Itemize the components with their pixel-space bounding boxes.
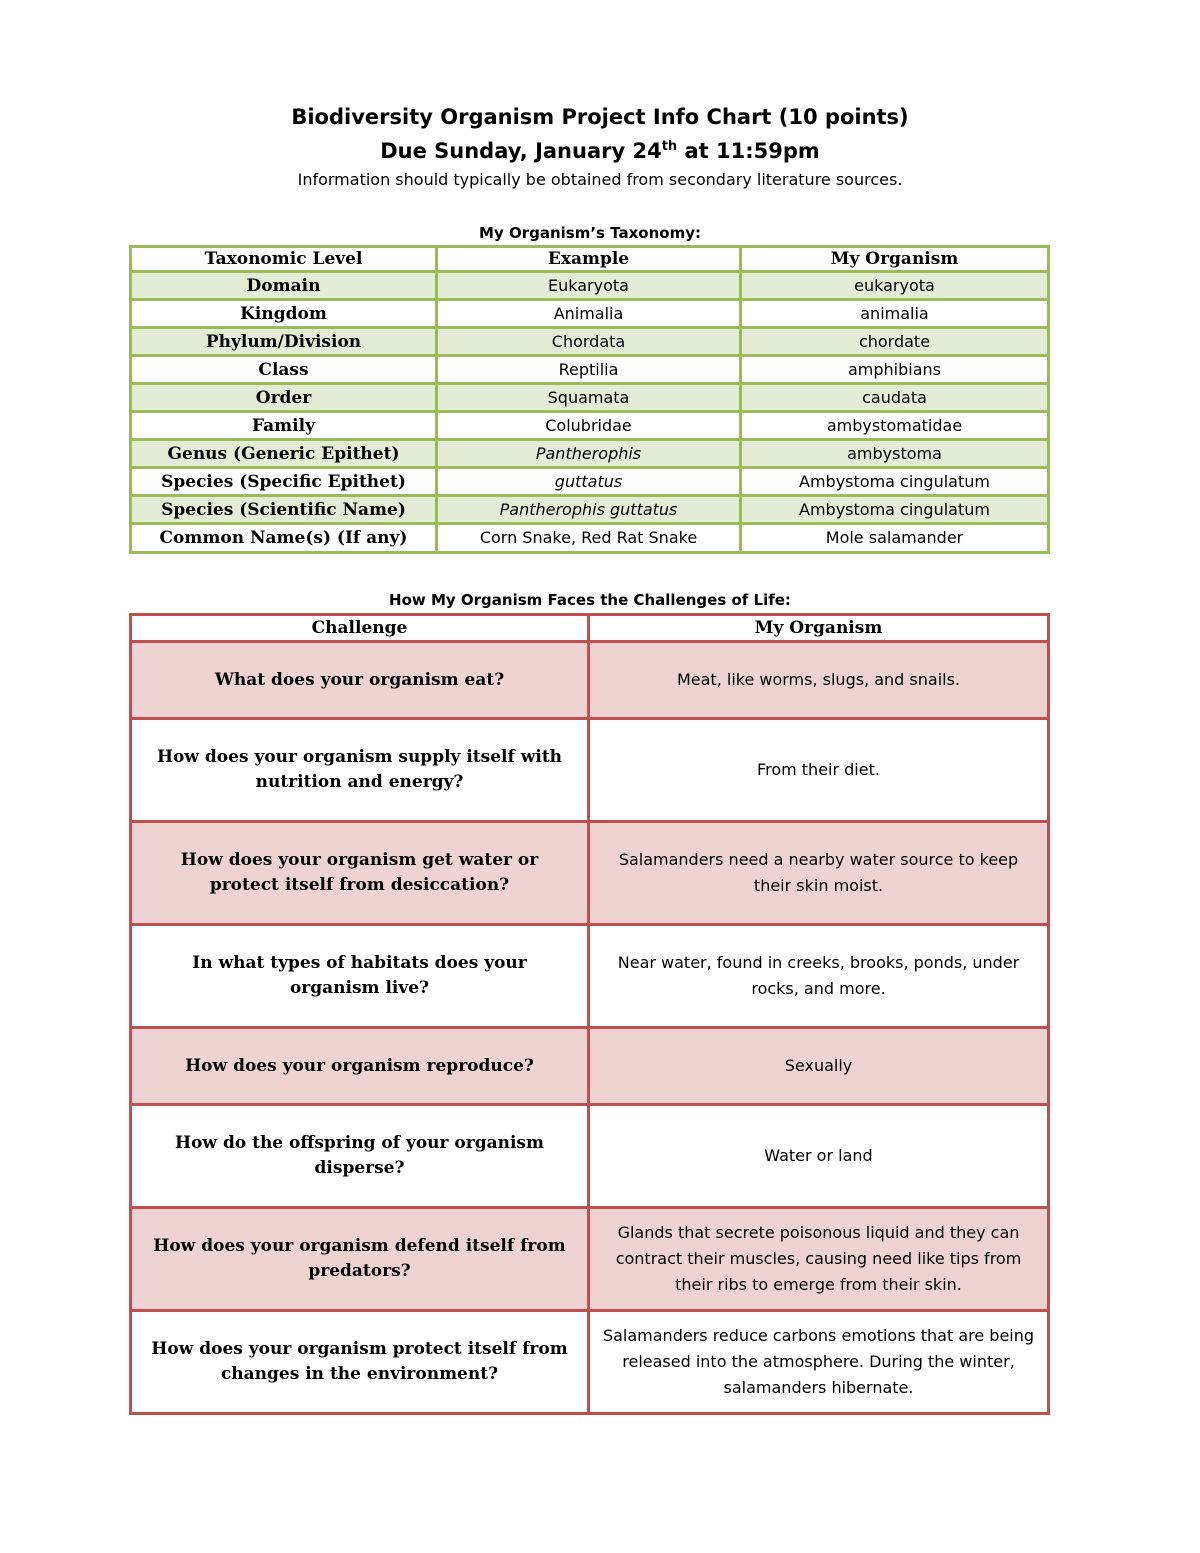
my-organism-header: My Organism (741, 247, 1049, 272)
taxonomy-level-cell: Class (131, 356, 437, 384)
taxonomy-row (131, 440, 1049, 468)
my-organism-cell: caudata (741, 384, 1049, 412)
taxonomy-level-cell: Common Name(s) (If any) (131, 524, 437, 553)
challenge-answer-cell: Meat, like worms, slugs, and snails. (589, 642, 1049, 719)
challenge-answer-cell: Near water, found in creeks, brooks, ponds, under rocks, and more. (589, 925, 1049, 1028)
due-date (0, 139, 1200, 163)
instructions-subtitle: Information should typically be obtained from secondary literature sources. (297, 170, 903, 189)
challenge-question-cell: How does your organism supply itself with nutrition and energy? (131, 719, 589, 822)
example-cell: Eukaryota (437, 272, 741, 300)
taxonomy-table (129, 245, 1050, 554)
taxonomy-row (131, 468, 1049, 496)
taxonomy-row (131, 272, 1049, 300)
challenge-question-cell: How does your organism defend itself from predators? (131, 1208, 589, 1311)
challenge-question-cell: How does your organism get water or protect itself from desiccation? (131, 822, 589, 925)
taxonomy-row (131, 524, 1049, 553)
challenge-row (131, 1028, 1049, 1105)
my-organism-cell: Ambystoma cingulatum (741, 468, 1049, 496)
level-header: Taxonomic Level (131, 247, 437, 272)
my-organism-header: My Organism (589, 615, 1049, 642)
taxonomy-row (131, 496, 1049, 524)
example-cell: Squamata (437, 384, 741, 412)
challenges-caption: How My Organism Faces the Challenges of Life: (389, 591, 791, 609)
my-organism-cell: chordate (741, 328, 1049, 356)
my-organism-cell: amphibians (741, 356, 1049, 384)
challenge-question-cell: How does your organism reproduce? (131, 1028, 589, 1105)
taxonomy-header-row (131, 247, 1049, 272)
challenge-row (131, 925, 1049, 1028)
example-cell: Colubridae (437, 412, 741, 440)
challenge-row (131, 719, 1049, 822)
due-date-time: at 11:59pm (677, 139, 820, 163)
my-organism-cell: Mole salamander (741, 524, 1049, 553)
example-cell: Animalia (437, 300, 741, 328)
challenges-header-row (131, 615, 1049, 642)
taxonomy-level-cell: Genus (Generic Epithet) (131, 440, 437, 468)
challenge-question-cell: In what types of habitats does your organism live? (131, 925, 589, 1028)
my-organism-cell: ambystoma (741, 440, 1049, 468)
due-date-prefix: Due Sunday, January 24 (380, 139, 662, 163)
due-date-ordinal: th (661, 139, 678, 154)
my-organism-cell: eukaryota (741, 272, 1049, 300)
taxonomy-level-cell: Kingdom (131, 300, 437, 328)
challenge-answer-cell: Glands that secrete poisonous liquid and they can contract their muscles, causing need like tips from their ribs to emerge from their skin. (589, 1208, 1049, 1311)
challenge-answer-cell: Salamanders reduce carbons emotions that are being released into the atmosphere. During the winter, salamanders hibernate. (589, 1311, 1049, 1414)
challenge-answer-cell: Salamanders need a nearby water source to keep their skin moist. (589, 822, 1049, 925)
taxonomy-level-cell: Order (131, 384, 437, 412)
example-cell: Pantherophis guttatus (437, 496, 741, 524)
taxonomy-level-cell: Family (131, 412, 437, 440)
challenge-question-cell: What does your organism eat? (131, 642, 589, 719)
example-cell: Pantherophis (437, 440, 741, 468)
challenge-row (131, 1311, 1049, 1414)
taxonomy-row (131, 412, 1049, 440)
taxonomy-level-cell: Species (Specific Epithet) (131, 468, 437, 496)
challenge-question-cell: How does your organism protect itself from changes in the environment? (131, 1311, 589, 1414)
taxonomy-level-cell: Species (Scientific Name) (131, 496, 437, 524)
challenge-row (131, 822, 1049, 925)
challenge-question-cell: How do the offspring of your organism disperse? (131, 1105, 589, 1208)
challenges-table (129, 613, 1050, 1415)
my-organism-cell: animalia (741, 300, 1049, 328)
taxonomy-caption: My Organism’s Taxonomy: (479, 224, 701, 242)
taxonomy-row (131, 300, 1049, 328)
taxonomy-level-cell: Domain (131, 272, 437, 300)
challenge-row (131, 642, 1049, 719)
taxonomy-row (131, 328, 1049, 356)
example-cell: Reptilia (437, 356, 741, 384)
document-title: Biodiversity Organism Project Info Chart (10 points) (291, 105, 909, 129)
challenge-row (131, 1208, 1049, 1311)
example-cell: Chordata (437, 328, 741, 356)
my-organism-cell: ambystomatidae (741, 412, 1049, 440)
example-cell: guttatus (437, 468, 741, 496)
taxonomy-level-cell: Phylum/Division (131, 328, 437, 356)
example-header: Example (437, 247, 741, 272)
challenge-header: Challenge (131, 615, 589, 642)
taxonomy-row (131, 356, 1049, 384)
challenge-answer-cell: Sexually (589, 1028, 1049, 1105)
taxonomy-row (131, 384, 1049, 412)
my-organism-cell: Ambystoma cingulatum (741, 496, 1049, 524)
challenge-answer-cell: From their diet. (589, 719, 1049, 822)
example-cell: Corn Snake, Red Rat Snake (437, 524, 741, 553)
challenge-row (131, 1105, 1049, 1208)
challenge-answer-cell: Water or land (589, 1105, 1049, 1208)
